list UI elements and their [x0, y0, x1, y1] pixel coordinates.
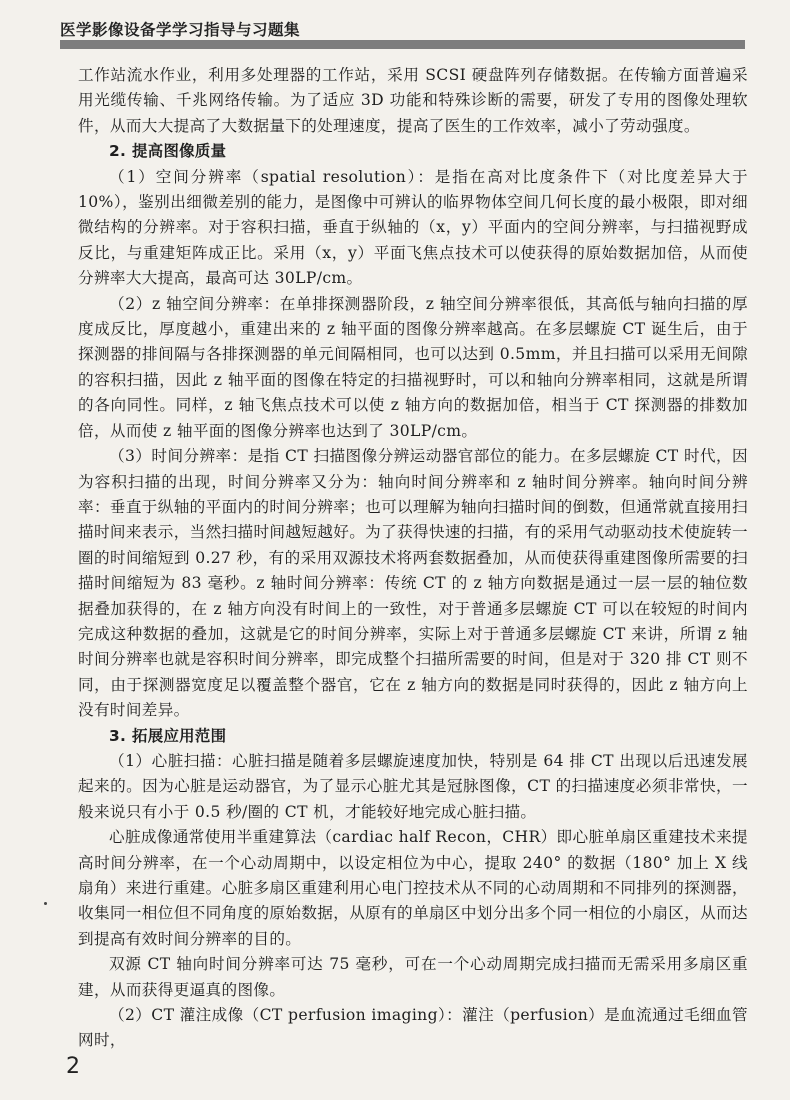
paragraph-dual-source: 双源 CT 轴向时间分辨率可达 75 毫秒，可在一个心动周期完成扫描而无需采用多扇区重建，从而获得更逼真的图像。: [78, 955, 748, 999]
paragraph-continuation: 工作站流水作业，利用多处理器的工作站，采用 SCSI 硬盘阵列存储数据。在传输方面普遍采用光缆传输、千兆网络传输。为了适应 3D 功能和特殊诊断的需要，研发了专用的图像处理软件，从而大大提高了大数据量下的处理速度，提高了医生的工作效率，减小了劳动强度。: [78, 66, 748, 135]
paragraph-z-axis-resolution: （2）z 轴空间分辨率：在单排探测器阶段，z 轴空间分辨率很低，其高低与轴向扫描的厚度成反比，厚度越小，重建出来的 z 轴平面的图像分辨率越高。在多层螺旋 CT 诞生后，由于探测器的排间隔与各排探测器的单元间隔相同，也可以达到 0.5mm，并且扫描可以采用无间隙的容积扫描，因此 z 轴平面的图像在特定的扫描视野时，可以和轴向分辨率相同，这就是所谓的各向同性。同样，z 轴飞焦点技术可以使 z 轴方向的数据加倍，相当于 CT 探测器的排数加倍，从而使 z 轴平面的图像分辨率也达到了 30LP/cm。: [78, 294, 748, 440]
header-title: 医学影像设备学学习指导与习题集: [60, 21, 301, 39]
header-rule: [60, 40, 745, 49]
paragraph-cardiac-scan: （1）心脏扫描：心脏扫描是随着多层螺旋速度加快，特别是 64 排 CT 出现以后迅速发展起来的。因为心脏是运动器官，为了显示心脏尤其是冠脉图像，CT 的扫描速度必须非常快，一般来说只有小于 0.5 秒/圈的 CT 机，才能较好地完成心脏扫描。: [78, 751, 748, 821]
page-body: [78, 63, 748, 1054]
section-heading-image-quality: 2. 提高图像质量: [109, 142, 227, 161]
paragraph-temporal-resolution: （3）时间分辨率：是指 CT 扫描图像分辨运动器官部位的能力。在多层螺旋 CT 时代，因为容积扫描的出现，时间分辨率又分为：轴向时间分辨率和 z 轴时间分辨率。轴向时间分辨率：垂直于纵轴的平面内的时间分辨率；也可以理解为轴向扫描时间的倒数，但通常就直接用扫描时间来表示，当然扫描时间越短越好。为了获得快速的扫描，有的采用气动驱动技术使旋转一圈的时间缩短到 0.27 秒，有的采用双源技术将两套数据叠加，从而使获得重建图像所需要的扫描时间缩短为 83 毫秒。z 轴时间分辨率：传统 CT 的 z 轴方向数据是通过一层一层的轴位数据叠加获得的，在 z 轴方向没有时间上的一致性，对于普通多层螺旋 CT 可以在较短的时间内完成这种数据的叠加，这就是它的时间分辨率，实际上对于普通多层螺旋 CT 来讲，所谓 z 轴时间分辨率也就是容积时间分辨率，即完成整个扫描所需要的时间，但是对于 320 排 CT 则不同，由于探测器宽度足以覆盖整个器官，它在 z 轴方向的数据是同时获得的，因此 z 轴方向上没有时间差异。: [78, 447, 748, 720]
page-number: 2: [66, 1054, 80, 1079]
section-heading-applications: 3. 拓展应用范围: [109, 726, 227, 745]
paragraph-half-recon: 心脏成像通常使用半重建算法（cardiac half Recon，CHR）即心脏单扇区重建技术来提高时间分辨率，在一个心动周期中，以设定相位为中心，提取 240° 的数据（180° 加上 X 线扇角）来进行重建。心脏多扇区重建利用心电门控技术从不同的心动周期和不同排列的探测器，收集同一相位但不同角度的原始数据，从原有的单扇区中划分出多个同一相位的小扇区，从而达到提高有效时间分辨率的目的。: [78, 828, 748, 948]
running-header: [60, 14, 745, 52]
paragraph-perfusion: （2）CT 灌注成像（CT perfusion imaging）：灌注（perfusion）是血流通过毛细血管网时，: [78, 1006, 748, 1050]
paragraph-spatial-resolution: （1）空间分辨率（spatial resolution）：是指在高对比度条件下（对比度差异大于10%），鉴别出细微差别的能力，是图像中可辨认的临界物体空间几何长度的最小极限，即对细微结构的分辨率。对于容积扫描，垂直于纵轴的（x，y）平面内的空间分辨率，与扫描视野成反比，与重建矩阵成正比。采用（x，y）平面飞焦点技术可以使获得的原始数据加倍，从而使分辨率大大提高，最高可达 30LP/cm。: [78, 167, 748, 288]
print-speck: [44, 902, 47, 905]
